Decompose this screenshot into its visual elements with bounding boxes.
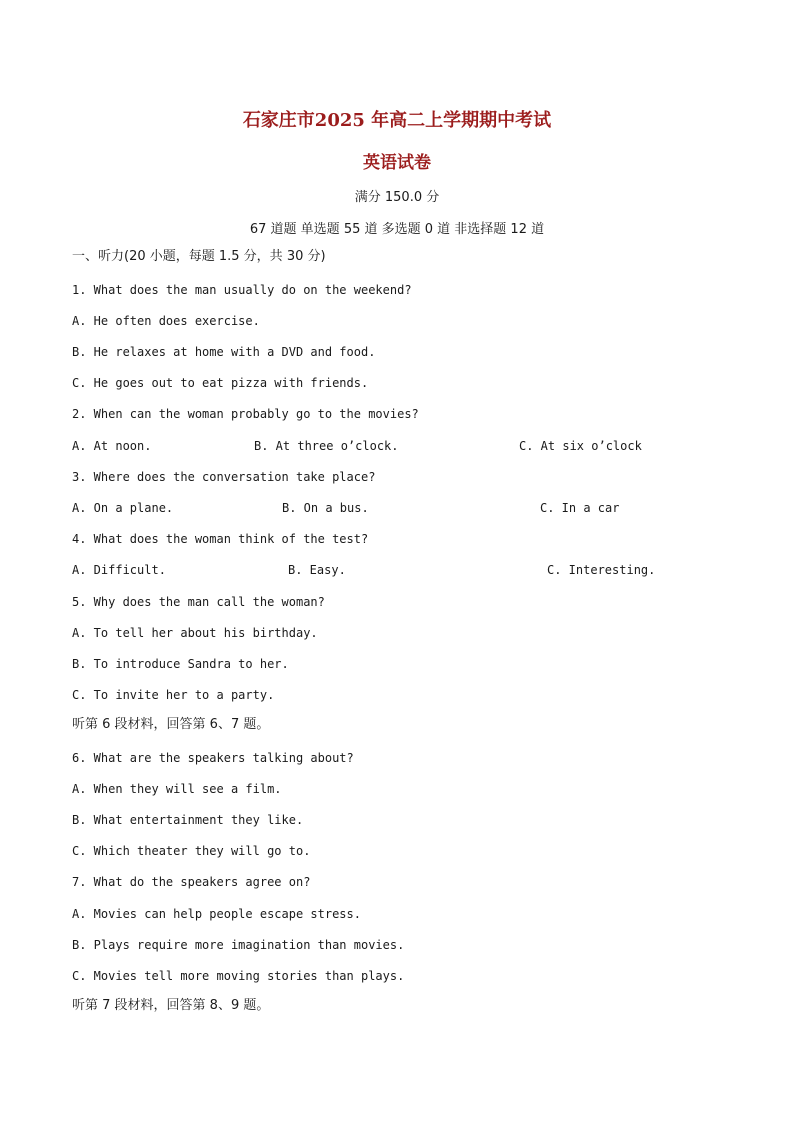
question-3-option-c: C. In a car (540, 501, 620, 515)
question-summary: 67 道题 单选题 55 道 多选题 0 道 非选择题 12 道 (249, 222, 545, 237)
question-6-option-a: A. When they will see a film. (72, 782, 282, 796)
score-line: 满分 150.0 分 (354, 190, 440, 205)
question-7-option-a: A. Movies can help people escape stress. (72, 907, 361, 921)
question-4-option-c: C. Interesting. (547, 563, 656, 577)
question-6-option-c: C. Which theater they will go to. (72, 844, 311, 858)
question-1-stem: 1. What does the man usually do on the weekend? (72, 283, 412, 297)
exam-subtitle: 英语试卷 (363, 153, 431, 173)
question-6-stem: 6. What are the speakers talking about? (72, 751, 354, 765)
question-4-option-b: B. Easy. (288, 563, 346, 577)
question-2-option-c: C. At six o’clock (519, 439, 642, 453)
question-1-option-a: A. He often does exercise. (72, 314, 260, 328)
question-3-option-b: B. On a bus. (282, 501, 369, 515)
exam-title: 石家庄市2025 年高二上学期期中考试 (242, 110, 552, 131)
question-6-option-b: B. What entertainment they like. (72, 813, 304, 827)
question-2-option-b: B. At three o’clock. (254, 439, 399, 453)
question-5-option-a: A. To tell her about his birthday. (72, 626, 318, 640)
question-5-stem: 5. Why does the man call the woman? (72, 595, 325, 609)
question-1-option-c: C. He goes out to eat pizza with friends. (72, 376, 369, 390)
instruction-section-7: 听第 7 段材料，回答第 8、9 题。 (72, 998, 270, 1013)
section-heading-listening: 一、听力(20 小题，每题 1.5 分，共 30 分) (72, 249, 326, 264)
question-7-option-b: B. Plays require more imagination than movies. (72, 938, 405, 952)
question-3-stem: 3. Where does the conversation take place? (72, 470, 376, 484)
question-2-stem: 2. When can the woman probably go to the movies? (72, 407, 419, 421)
question-3-option-a: A. On a plane. (72, 501, 174, 515)
question-5-option-c: C. To invite her to a party. (72, 688, 275, 702)
question-7-option-c: C. Movies tell more moving stories than plays. (72, 969, 405, 983)
question-5-option-b: B. To introduce Sandra to her. (72, 657, 289, 671)
question-4-stem: 4. What does the woman think of the test? (72, 532, 369, 546)
question-1-option-b: B. He relaxes at home with a DVD and food. (72, 345, 376, 359)
question-4-option-a: A. Difficult. (72, 563, 166, 577)
question-2-option-a: A. At noon. (72, 439, 152, 453)
question-7-stem: 7. What do the speakers agree on? (72, 875, 311, 889)
instruction-section-6: 听第 6 段材料，回答第 6、7 题。 (72, 717, 270, 732)
